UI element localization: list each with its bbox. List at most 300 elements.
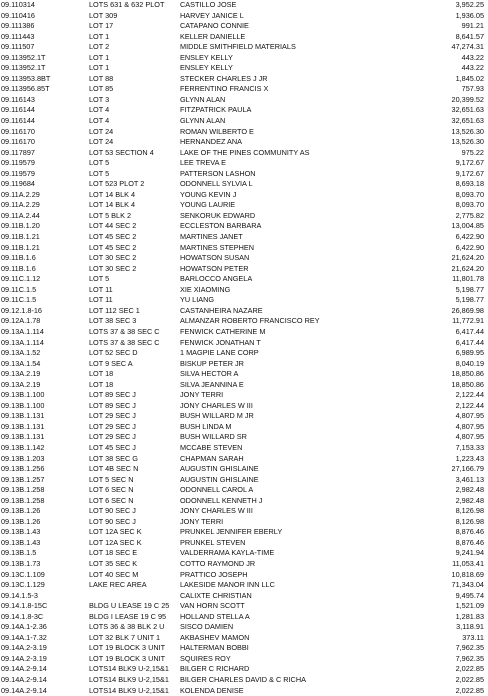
parcel-id-cell: 09.14A.2-9.14 [1, 685, 47, 695]
parcel-id-cell: 09.13B.1.131 [1, 432, 45, 442]
table-row [0, 580, 488, 591]
owner-name-cell: PRUNKEL STEVEN [180, 537, 246, 547]
parcel-id-cell: 09.11B.1.20 [1, 221, 40, 231]
owner-name-cell: JONY CHARLES W III [180, 400, 253, 410]
owner-name-cell: SILVA JEANNINA E [180, 379, 244, 389]
amount-cell: 991.21 [461, 21, 484, 31]
lot-description-cell: LOT 6 SEC N [89, 485, 134, 495]
amount-cell: 7,153.33 [455, 442, 484, 452]
lot-description-cell: LOT 523 PLOT 2 [89, 179, 145, 189]
lot-description-cell: LOT 24 [89, 126, 114, 136]
table-row [0, 601, 488, 612]
owner-name-cell: KOLENDA DENISE [180, 685, 244, 695]
table-row [0, 253, 488, 264]
amount-cell: 2,122.44 [455, 390, 484, 400]
lot-description-cell: LOT 11 [89, 295, 113, 305]
lot-description-cell: LOT 9 SEC A [89, 358, 133, 368]
owner-name-cell: CALIXTE CHRISTIAN [180, 590, 252, 600]
owner-name-cell: SQUIRES ROY [180, 653, 231, 663]
amount-cell: 18,850.86 [451, 379, 484, 389]
parcel-id-cell: 09.13A.1.52 [1, 348, 41, 358]
parcel-id-cell: 09.113952.1T [1, 52, 46, 62]
amount-cell: 1,845.02 [455, 73, 484, 83]
amount-cell: 6,989.95 [455, 348, 484, 358]
table-row [0, 664, 488, 675]
owner-name-cell: ENSLEY KELLY [180, 52, 233, 62]
amount-cell: 2,022.85 [455, 664, 484, 674]
lot-description-cell: LOT 89 SEC J [89, 400, 136, 410]
table-row [0, 485, 488, 496]
lot-description-cell: LOT 18 [89, 379, 114, 389]
table-row [0, 158, 488, 169]
owner-name-cell: BUSH WILLARD M JR [180, 411, 254, 421]
owner-name-cell: HERNANDEZ ANA [180, 137, 243, 147]
lot-description-cell: LOT 85 [89, 84, 114, 94]
owner-name-cell: MIDDLE SMITHFIELD MATERIALS [180, 42, 296, 52]
amount-cell: 6,417.44 [455, 337, 484, 347]
amount-cell: 6,417.44 [455, 326, 484, 336]
parcel-id-cell: 09.116144 [1, 105, 35, 115]
table-row [0, 338, 488, 349]
owner-name-cell: AUGUSTIN GHISLAINE [180, 464, 259, 474]
table-row [0, 0, 488, 11]
table-row [0, 32, 488, 43]
lot-description-cell: LOT 44 SEC 2 [89, 221, 137, 231]
owner-name-cell: YU LIANG [180, 295, 215, 305]
lot-description-cell: LAKE REC AREA [89, 580, 147, 590]
amount-cell: 3,461.13 [455, 474, 484, 484]
owner-name-cell: HALTERMAN BOBBI [180, 643, 249, 653]
table-row [0, 517, 488, 528]
table-row [0, 443, 488, 454]
lot-description-cell: LOT 24 [89, 137, 114, 147]
owner-name-cell: LAKESIDE MANOR INN LLC [180, 580, 275, 590]
table-row [0, 464, 488, 475]
owner-name-cell: FITZPATRICK PAULA [180, 105, 252, 115]
owner-name-cell: BUSH WILLARD SR [180, 432, 247, 442]
amount-cell: 4,807.95 [455, 421, 484, 431]
table-row [0, 686, 488, 696]
table-row [0, 63, 488, 74]
table-row [0, 654, 488, 665]
lot-description-cell: LOT 29 SEC J [89, 421, 136, 431]
lot-description-cell: LOT 4 [89, 105, 110, 115]
parcel-id-cell: 09.11B.1.6 [1, 263, 36, 273]
table-row [0, 190, 488, 201]
lot-description-cell: LOT 1 [89, 31, 110, 41]
table-row [0, 306, 488, 317]
amount-cell: 8,693.18 [455, 179, 484, 189]
owner-name-cell: ODONNELL SYLVIA L [180, 179, 253, 189]
table-row [0, 401, 488, 412]
lot-description-cell: LOT 40 SEC M [89, 569, 139, 579]
parcel-id-cell: 09.13B.1.258 [1, 495, 45, 505]
table-row [0, 527, 488, 538]
lot-description-cell: LOTS 37 & 38 SEC C [89, 326, 160, 336]
table-row [0, 359, 488, 370]
parcel-id-cell: 09.13B.1.131 [1, 421, 45, 431]
lot-description-cell: LOT 5 [89, 274, 110, 284]
owner-name-cell: XIE XIAOMING [180, 284, 231, 294]
owner-name-cell: SISCO DAMIEN [180, 622, 234, 632]
amount-cell: 26,869.98 [451, 305, 484, 315]
parcel-id-cell: 09.116170 [1, 137, 35, 147]
owner-name-cell: BUSH LINDA M [180, 421, 232, 431]
lot-description-cell: LOT 5 SEC N [89, 474, 134, 484]
amount-cell: 1,223.43 [455, 453, 484, 463]
amount-cell: 7,962.35 [455, 643, 484, 653]
amount-cell: 20,399.52 [451, 94, 484, 104]
amount-cell: 18,850.86 [451, 369, 484, 379]
amount-cell: 8,641.57 [455, 31, 484, 41]
lot-description-cell: LOT 19 BLOCK 3 UNIT [89, 653, 166, 663]
owner-name-cell: HOWATSON PETER [180, 263, 249, 273]
amount-cell: 7,962.35 [455, 653, 484, 663]
amount-cell: 27,166.79 [451, 464, 484, 474]
lot-description-cell: LOT 112 SEC 1 [89, 305, 140, 315]
lot-description-cell: LOT 5 BLK 2 [89, 210, 132, 220]
owner-name-cell: ENSLEY KELLY [180, 63, 233, 73]
owner-name-cell: YOUNG KEVIN J [180, 189, 237, 199]
table-row [0, 348, 488, 359]
parcel-id-cell: 09.13A.1.54 [1, 358, 41, 368]
table-row [0, 232, 488, 243]
amount-cell: 2,122.44 [455, 400, 484, 410]
owner-name-cell: PRUNKEL JENNIFER EBERLY [180, 527, 283, 537]
parcel-id-cell: 09.14A.1-7.32 [1, 632, 47, 642]
owner-name-cell: ECCLESTON BARBARA [180, 221, 262, 231]
owner-name-cell: VALDERRAMA KAYLA-TIME [180, 548, 275, 558]
table-row [0, 11, 488, 22]
table-row [0, 84, 488, 95]
lot-description-cell: LOTS 37 & 38 SEC C [89, 337, 160, 347]
parcel-id-cell: 09.12.1.8-16 [1, 305, 42, 315]
table-row [0, 454, 488, 465]
parcel-id-cell: 09.13C.1.109 [1, 569, 45, 579]
table-row [0, 221, 488, 232]
table-row [0, 538, 488, 549]
lot-description-cell: LOT 89 SEC J [89, 390, 136, 400]
lot-description-cell: LOT 4B SEC N [89, 464, 139, 474]
table-row [0, 274, 488, 285]
parcel-id-cell: 09.110314 [1, 0, 35, 9]
amount-cell: 1,936.05 [455, 10, 484, 20]
lot-description-cell: LOTS14 BLK9 U-2,15&1 [89, 664, 169, 674]
table-row [0, 506, 488, 517]
amount-cell: 5,198.77 [455, 284, 484, 294]
lot-description-cell: LOT 1 [89, 63, 110, 73]
table-row [0, 95, 488, 106]
owner-name-cell: HOLLAND STELLA A [180, 611, 250, 621]
lot-description-cell: LOT 17 [89, 21, 114, 31]
lot-description-cell: LOT 29 SEC J [89, 432, 136, 442]
parcel-id-cell: 09.12A.1.78 [1, 316, 41, 326]
amount-cell: 9,172.67 [455, 158, 484, 168]
amount-cell: 2,982.48 [455, 495, 484, 505]
owner-name-cell: SENKORUK EDWARD [180, 210, 256, 220]
table-row [0, 21, 488, 32]
lot-description-cell: LOT 18 SEC E [89, 548, 138, 558]
amount-cell: 21,624.20 [451, 263, 484, 273]
amount-cell: 975.22 [461, 147, 484, 157]
lot-description-cell: LOT 90 SEC J [89, 516, 136, 526]
parcel-id-cell: 09.13A.2.19 [1, 379, 41, 389]
lot-description-cell: LOT 52 SEC D [89, 348, 138, 358]
owner-name-cell: MARTINES JANET [180, 232, 243, 242]
table-row [0, 633, 488, 644]
lot-description-cell: LOT 35 SEC K [89, 558, 138, 568]
owner-name-cell: HOWATSON SUSAN [180, 253, 250, 263]
table-row [0, 179, 488, 190]
table-row [0, 675, 488, 686]
amount-cell: 3,952.25 [455, 0, 484, 9]
amount-cell: 8,126.98 [455, 516, 484, 526]
parcel-id-cell: 09.116143 [1, 94, 35, 104]
lot-description-cell: LOT 30 SEC 2 [89, 263, 137, 273]
parcel-id-cell: 09.13A.1.114 [1, 337, 44, 347]
table-row [0, 422, 488, 433]
lot-description-cell: LOT 38 SEC 3 [89, 316, 137, 326]
table-row [0, 169, 488, 180]
table-row [0, 211, 488, 222]
table-row [0, 643, 488, 654]
table-row [0, 74, 488, 85]
owner-name-cell: ODONNELL KENNETH J [180, 495, 263, 505]
parcel-id-cell: 09.119579 [1, 158, 35, 168]
owner-name-cell: FENWICK JONATHAN T [180, 337, 261, 347]
amount-cell: 2,982.48 [455, 485, 484, 495]
lot-description-cell: LOT 3 [89, 94, 110, 104]
lot-description-cell: BLDG I LEASE 19 C 95 [89, 611, 167, 621]
parcel-id-cell: 09.11A.2.29 [1, 200, 40, 210]
table-row [0, 116, 488, 127]
parcel-id-cell: 09.13B.1.26 [1, 506, 41, 516]
amount-cell: 13,526.30 [451, 126, 484, 136]
amount-cell: 373.11 [462, 632, 484, 642]
parcel-id-cell: 09.113952.1T [1, 63, 46, 73]
table-row [0, 243, 488, 254]
table-row [0, 127, 488, 138]
amount-cell: 8,876.46 [455, 527, 484, 537]
amount-cell: 3,118.91 [456, 622, 484, 632]
parcel-id-cell: 09.14.1.8-15C [1, 601, 48, 611]
amount-cell: 1,521.09 [455, 601, 484, 611]
amount-cell: 11,801.78 [452, 274, 484, 284]
amount-cell: 32,651.63 [451, 116, 484, 126]
owner-name-cell: CHAPMAN SARAH [180, 453, 244, 463]
owner-name-cell: BILGER C RICHARD [180, 664, 250, 674]
lot-description-cell: LOT 14 BLK 4 [89, 189, 136, 199]
table-row [0, 411, 488, 422]
amount-cell: 2,775.82 [455, 210, 484, 220]
table-row [0, 148, 488, 159]
owner-name-cell: GLYNN ALAN [180, 94, 226, 104]
owner-name-cell: KELLER DANIELLE [180, 31, 246, 41]
amount-cell: 4,807.95 [455, 432, 484, 442]
table-row [0, 369, 488, 380]
lot-description-cell: LOT 5 [89, 158, 110, 168]
table-row [0, 327, 488, 338]
lot-description-cell: LOT 14 BLK 4 [89, 200, 136, 210]
owner-name-cell: AKBASHEV MAMON [180, 632, 250, 642]
parcel-id-cell: 09.14.1.8-3C [1, 611, 44, 621]
lot-description-cell: LOT 53 SECTION 4 [89, 147, 154, 157]
parcel-id-cell: 09.13B.1.258 [1, 485, 45, 495]
table-row [0, 559, 488, 570]
parcel-id-cell: 09.13B.1.43 [1, 537, 41, 547]
lot-description-cell: LOT 29 SEC J [89, 411, 136, 421]
parcel-id-cell: 09.13B.1.26 [1, 516, 41, 526]
table-row [0, 548, 488, 559]
parcel-id-cell: 09.13B.1.256 [1, 464, 45, 474]
amount-cell: 13,526.30 [451, 137, 484, 147]
table-row [0, 496, 488, 507]
table-row [0, 53, 488, 64]
table-row [0, 316, 488, 327]
owner-name-cell: GLYNN ALAN [180, 116, 226, 126]
table-row [0, 380, 488, 391]
parcel-id-cell: 09.119579 [1, 168, 35, 178]
lot-description-cell: LOTS14 BLK9 U-2,15&1 [89, 675, 169, 684]
amount-cell: 21,624.20 [451, 253, 484, 263]
amount-cell: 1,281.83 [455, 611, 484, 621]
amount-cell: 6,422.90 [455, 232, 484, 242]
amount-cell: 443.22 [461, 63, 484, 73]
amount-cell: 47,274.31 [451, 42, 484, 52]
table-row [0, 390, 488, 401]
amount-cell: 9,172.67 [455, 168, 484, 178]
parcel-id-cell: 09.13B.1.203 [1, 453, 45, 463]
parcel-id-cell: 09.110416 [1, 10, 35, 20]
table-row [0, 285, 488, 296]
parcel-id-cell: 09.11A.2.44 [1, 210, 40, 220]
owner-name-cell: PRATTICO JOSEPH [180, 569, 248, 579]
parcel-id-cell: 09.13B.1.142 [1, 442, 45, 452]
parcel-id-cell: 09.14A.2-3.19 [1, 653, 47, 663]
amount-cell: 2,022.85 [455, 675, 484, 684]
owner-name-cell: STECKER CHARLES J JR [180, 73, 268, 83]
amount-cell: 13,004.85 [451, 221, 484, 231]
lot-description-cell: LOT 6 SEC N [89, 495, 134, 505]
amount-cell: 8,040.19 [455, 358, 484, 368]
owner-name-cell: 1 MAGPIE LANE CORP [180, 348, 259, 358]
parcel-id-cell: 09.13A.1.114 [1, 326, 44, 336]
amount-cell: 32,651.63 [451, 105, 484, 115]
parcel-id-cell: 09.13B.1.131 [1, 411, 45, 421]
owner-name-cell: YOUNG LAURIE [180, 200, 236, 210]
table-row [0, 137, 488, 148]
parcel-id-cell: 09.13C.1.129 [1, 580, 45, 590]
lot-description-cell: LOT 309 [89, 10, 118, 20]
amount-cell: 6,422.90 [455, 242, 484, 252]
amount-cell: 8,126.98 [455, 506, 484, 516]
owner-name-cell: LEE TREVA E [180, 158, 226, 168]
lot-description-cell: LOT 1 [89, 52, 110, 62]
parcel-id-cell: 09.13B.1.100 [1, 390, 45, 400]
lot-description-cell: LOT 4 [89, 116, 110, 126]
owner-name-cell: CASTANHEIRA NAZARE [180, 305, 263, 315]
lot-description-cell: LOTS 631 & 632 PLOT [89, 0, 165, 9]
owner-name-cell: SILVA HECTOR A [180, 369, 239, 379]
table-row [0, 570, 488, 581]
table-row [0, 105, 488, 116]
amount-cell: 71,343.04 [451, 580, 484, 590]
amount-cell: 11,053.41 [452, 558, 484, 568]
lot-description-cell: LOTS14 BLK9 U-2,15&1 [89, 685, 169, 695]
lot-description-cell: LOT 32 BLK 7 UNIT 1 [89, 632, 161, 642]
parcel-id-cell: 09.13B.1.73 [1, 558, 41, 568]
table-row [0, 622, 488, 633]
owner-name-cell: BARLOCCO ANGELA [180, 274, 253, 284]
owner-name-cell: COTTO RAYMOND JR [180, 558, 256, 568]
amount-cell: 8,093.70 [455, 189, 484, 199]
amount-cell: 9,241.94 [455, 548, 484, 558]
amount-cell: 8,876.46 [455, 537, 484, 547]
owner-name-cell: ODONNELL CAROL A [180, 485, 254, 495]
amount-cell: 10,818.69 [451, 569, 484, 579]
amount-cell: 9,495.74 [455, 590, 484, 600]
parcel-id-cell: 09.13B.1.5 [1, 548, 37, 558]
parcel-id-cell: 09.117897 [1, 147, 35, 157]
lot-description-cell: LOT 2 [89, 42, 110, 52]
parcel-id-cell: 09.111443 [1, 31, 35, 41]
parcel-id-cell: 09.11A.2.29 [1, 189, 40, 199]
owner-name-cell: JONY CHARLES W III [180, 506, 253, 516]
owner-name-cell: BILGER CHARLES DAVID & C RICHA [180, 675, 306, 684]
lot-description-cell: LOT 38 SEC G [89, 453, 138, 463]
lot-description-cell: LOT 11 [89, 284, 113, 294]
parcel-id-cell: 09.11B.1.21 [1, 242, 40, 252]
owner-name-cell: CASTILLO JOSE [180, 0, 237, 9]
parcel-id-cell: 09.111507 [1, 42, 35, 52]
owner-name-cell: CATAPANO CONNIE [180, 21, 249, 31]
table-row [0, 612, 488, 623]
parcel-id-cell: 09.13A.2.19 [1, 369, 41, 379]
table-row [0, 42, 488, 53]
lot-description-cell: LOT 88 [89, 73, 114, 83]
lot-description-cell: LOT 12A SEC K [89, 527, 142, 537]
parcel-id-cell: 09.11C.1.12 [1, 274, 41, 284]
owner-name-cell: AUGUSTIN GHISLAINE [180, 474, 259, 484]
owner-name-cell: HARVEY JANICE L [180, 10, 244, 20]
parcel-id-cell: 09.113956.85T [1, 84, 50, 94]
table-row [0, 432, 488, 443]
lot-description-cell: LOT 45 SEC 2 [89, 242, 137, 252]
parcel-id-cell: 09.14A.2-3.19 [1, 643, 47, 653]
lot-description-cell: LOT 30 SEC 2 [89, 253, 137, 263]
owner-name-cell: ROMAN WILBERTO E [180, 126, 254, 136]
owner-name-cell: FERRENTINO FRANCIS X [180, 84, 269, 94]
parcel-id-cell: 09.11C.1.5 [1, 295, 37, 305]
parcel-id-cell: 09.113953.8BT [1, 73, 51, 83]
owner-name-cell: MARTINES STEPHEN [180, 242, 255, 252]
lot-description-cell: LOT 5 [89, 168, 110, 178]
amount-cell: 2,022.85 [455, 685, 484, 695]
parcel-id-cell: 09.13B.1.43 [1, 527, 41, 537]
lot-description-cell: LOTS 36 & 38 BLK 2 U [89, 622, 165, 632]
owner-name-cell: JONY TERRI [180, 516, 224, 526]
owner-name-cell: VAN HORN SCOTT [180, 601, 245, 611]
owner-name-cell: PATTERSON LASHON [180, 168, 256, 178]
parcel-id-cell: 09.14A.2-9.14 [1, 664, 47, 674]
amount-cell: 757.93 [461, 84, 484, 94]
owner-name-cell: FENWICK CATHERINE M [180, 326, 266, 336]
amount-cell: 4,807.95 [455, 411, 484, 421]
lot-description-cell: BLDG U LEASE 19 C 25 [89, 601, 170, 611]
parcel-id-cell: 09.14A.2-9.14 [1, 675, 47, 684]
lot-description-cell: LOT 12A SEC K [89, 537, 142, 547]
owner-name-cell: BISKUP PETER JR [180, 358, 244, 368]
